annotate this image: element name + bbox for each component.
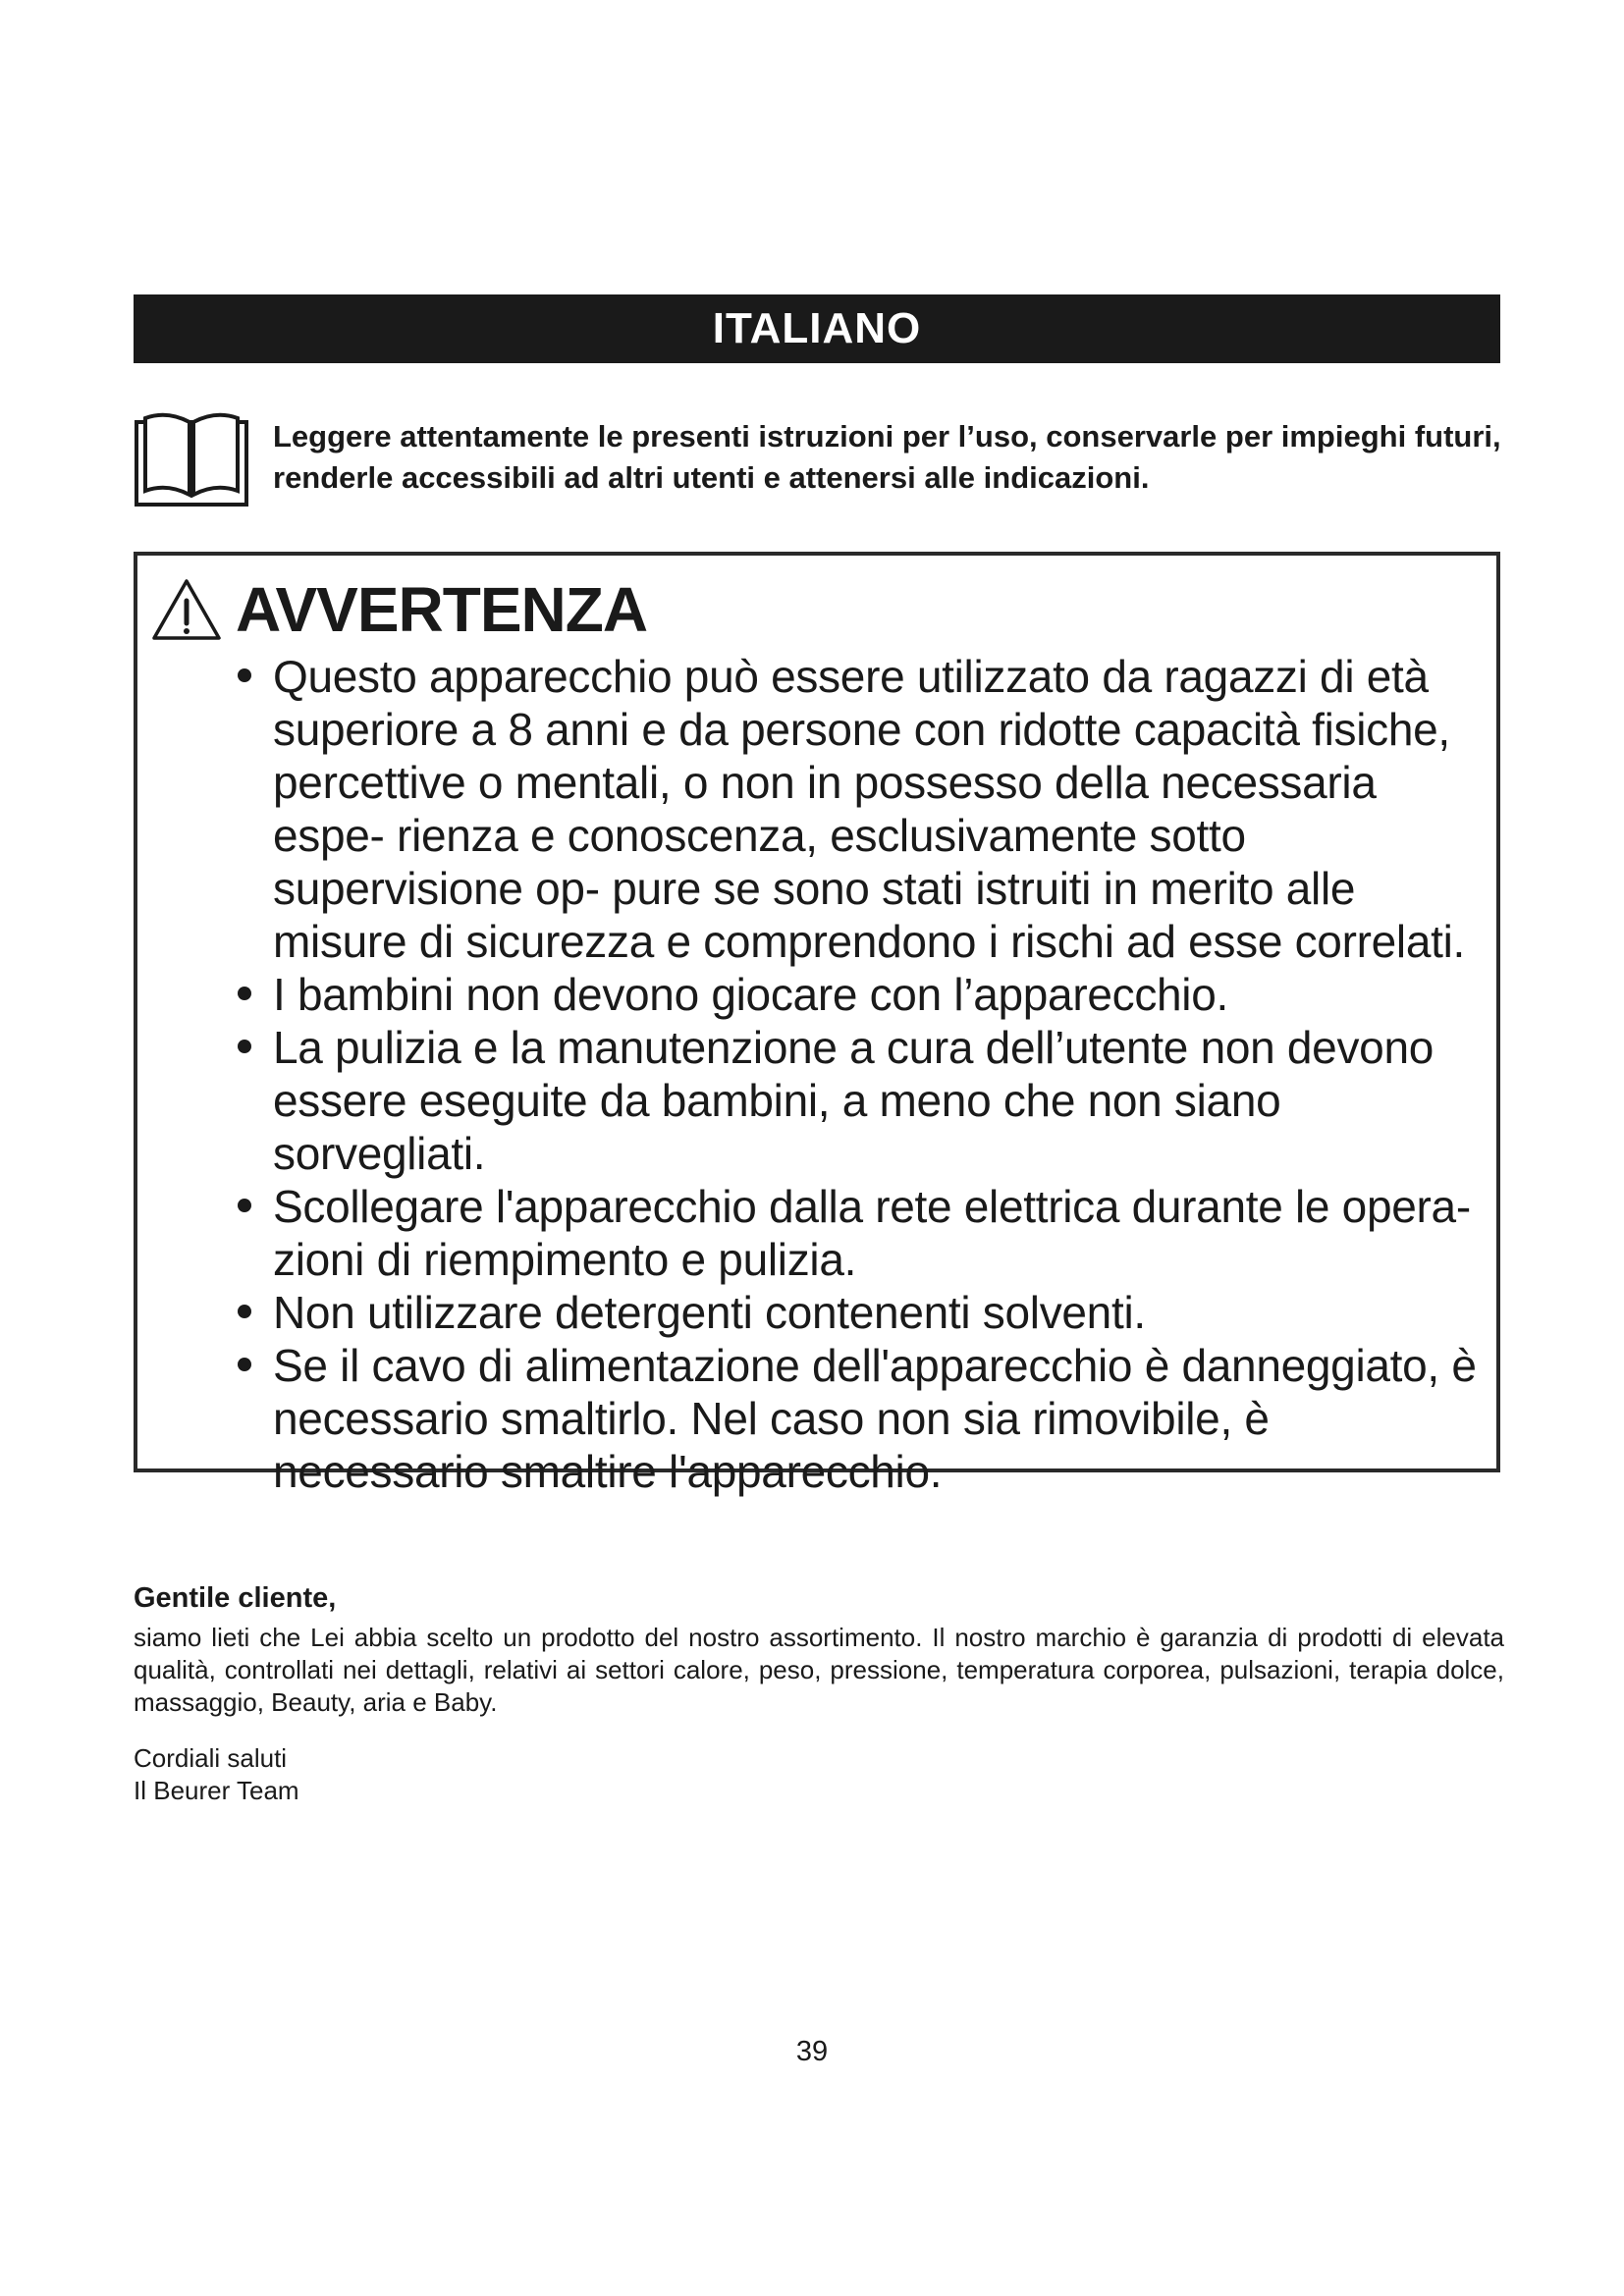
bullet-icon <box>238 1305 251 1318</box>
warning-item <box>236 968 1483 1021</box>
warning-box <box>134 552 1500 1497</box>
customer-body: siamo lieti che Lei abbia scelto un prodotto del nostro assortimento. Il nostro marchio è garanzia di prodotti di elevata qualità, controllati nei dettagli, relativi ai settori calore, peso, pressione, temperatura corporea, pulsazioni, terapia dolce, massaggio, Beauty, aria e Baby. <box>134 1623 1504 1717</box>
bullet-icon <box>238 1199 251 1212</box>
warning-item <box>236 1339 1483 1498</box>
warning-item-text: La pulizia e la manutenzione a cura dell’utente non devono essere eseguite da bambini, a meno che non siano sorvegliati. <box>273 1022 1435 1179</box>
warning-item-text: Non utilizzare detergenti contenenti solventi. <box>273 1287 1146 1338</box>
warning-header <box>151 573 647 646</box>
warning-item-text: Se il cavo di alimentazione dell'apparecchio è danneggiato, è necessario smaltirlo. Nel caso non sia rimovibile, è necessario smaltire l'apparecchio. <box>273 1340 1477 1497</box>
warning-item-text: Questo apparecchio può essere utilizzato da ragazzi di età superiore a 8 anni e da persone con ridotte capacità fisiche, percettive o mentali, o non in possesso della necessaria espe- rienza e conoscenza, esclusivamente sotto supervisione op- pure se sono stati istruiti in merito alle misure di sicurezza e comprendono i rischi ad esse correlati. <box>273 651 1465 967</box>
bullet-icon <box>238 668 251 682</box>
book-icon <box>134 400 249 507</box>
language-header <box>134 294 1500 363</box>
intro-notice <box>134 400 1508 507</box>
bullet-icon <box>238 1040 251 1053</box>
warning-item <box>236 1286 1483 1339</box>
warning-item-text: Scollegare l'apparecchio dalla rete elettrica durante le opera- zioni di riempimento e pulizia. <box>273 1181 1471 1285</box>
warning-item <box>236 650 1483 968</box>
warning-triangle-icon <box>151 577 222 642</box>
signature-line: Il Beurer Team <box>134 1776 299 1805</box>
greeting: Gentile cliente, <box>134 1582 337 1614</box>
closing-line: Cordiali saluti <box>134 1743 288 1773</box>
warning-item <box>236 1180 1483 1286</box>
intro-text: Leggere attentamente le presenti istruzioni per l’uso, conservarle per impieghi futuri, renderle accessibili ad altri utenti e attenersi alle indicazioni. <box>273 419 1501 495</box>
warning-list <box>236 650 1483 1498</box>
language-title: ITALIANO <box>712 304 922 352</box>
warning-item <box>236 1021 1483 1180</box>
closing <box>134 1742 1508 1807</box>
bullet-icon <box>238 987 251 1000</box>
bullet-icon <box>238 1358 251 1371</box>
page-number: 39 <box>795 2036 829 2067</box>
customer-letter <box>134 1578 1508 1807</box>
warning-item-text: I bambini non devono giocare con l’apparecchio. <box>273 969 1228 1020</box>
warning-title: AVVERTENZA <box>236 574 648 645</box>
